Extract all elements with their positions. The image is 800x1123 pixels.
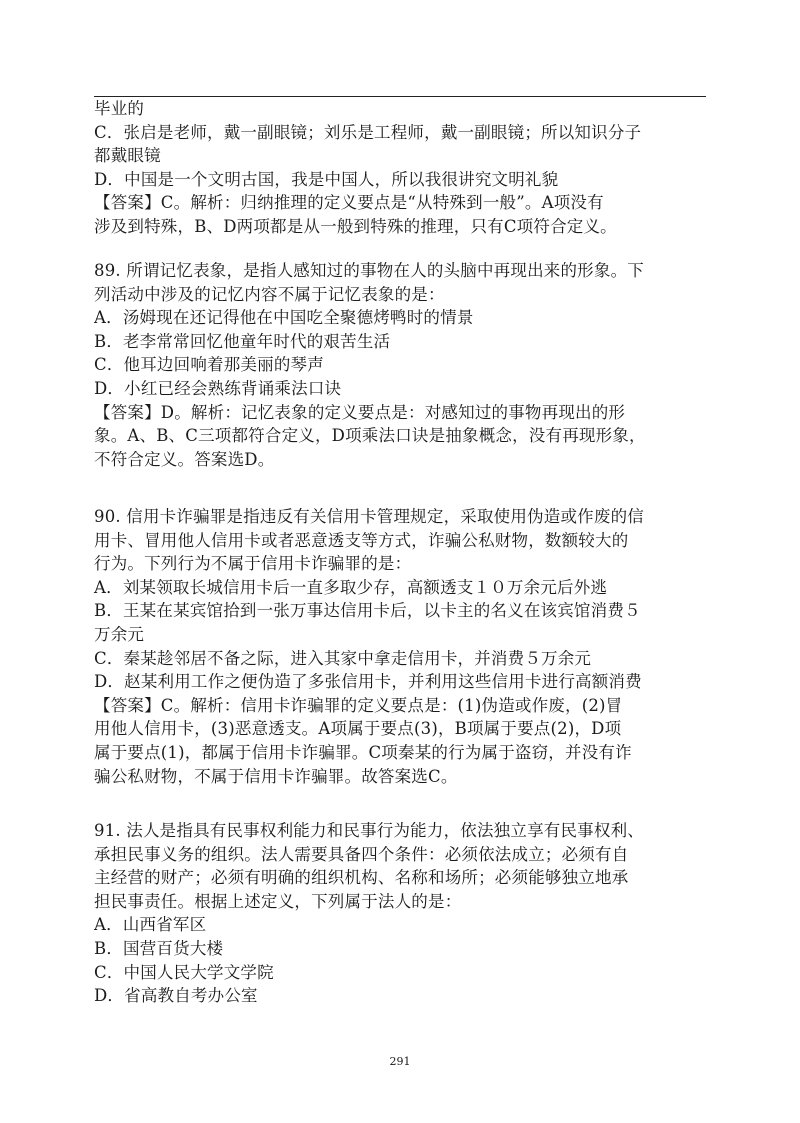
text-line: B．国营百货大楼 bbox=[94, 938, 224, 958]
text-line: 91. 法人是指具有民事权利能力和民事行为能力，依法独立享有民事权利、 bbox=[94, 821, 644, 840]
text-line: 89. 所谓记忆表象，是指人感知过的事物在人的头脑中再现出来的形象。下 bbox=[94, 261, 644, 280]
question-91 bbox=[94, 819, 710, 1008]
text-line: 毕业的 bbox=[94, 99, 145, 118]
question-89 bbox=[94, 259, 710, 471]
text-line: 90. 信用卡诈骗罪是指违反有关信用卡管理规定，采取使用伪造或作废的信 bbox=[94, 507, 644, 526]
text-line: 象。A、B、C三项都符合定义，D项乘法口诀是抽象概念，没有再现形象， bbox=[94, 426, 646, 446]
text-line: 列活动中涉及的记忆内容不属于记忆表象的是： bbox=[94, 284, 445, 304]
page-number: 291 bbox=[389, 1055, 411, 1068]
text-line: C．秦某趁邻居不备之际，进入其家中拿走信用卡，并消费５万余元 bbox=[94, 648, 592, 668]
text-line: B．王某在某宾馆拾到一张万事达信用卡后，以卡主的名义在该宾馆消费５ bbox=[94, 601, 641, 621]
text-line: 用他人信用卡，(3)恶意透支。A项属于要点(3)，B项属于要点(2)，D项 bbox=[94, 719, 622, 739]
text-line: C．张启是老师，戴一副眼镜；刘乐是工程师，戴一副眼镜；所以知识分子 bbox=[94, 122, 642, 142]
text-line: 用卡、冒用他人信用卡或者恶意透支等方式，诈骗公私财物，数额较大的 bbox=[94, 530, 629, 550]
previous-question-continuation bbox=[94, 97, 710, 239]
text-line: A．汤姆现在还记得他在中国吃全聚德烤鸭时的情景 bbox=[94, 308, 474, 328]
question-90 bbox=[94, 505, 710, 788]
text-line: D．小红已经会熟练背诵乘法口诀 bbox=[94, 378, 342, 398]
text-line: 担民事责任。根据上述定义，下列属于法人的是： bbox=[94, 891, 462, 911]
text-line: 涉及到特殊，B、D两项都是从一般到特殊的推理，只有C项符合定义。 bbox=[94, 216, 617, 236]
text-line: D．赵某利用工作之便伪造了多张信用卡，并利用这些信用卡进行高额消费 bbox=[94, 672, 642, 692]
text-line: 不符合定义。答案选D。 bbox=[94, 449, 275, 469]
text-line: 承担民事义务的组织。法人需要具备四个条件：必须依法成立；必须有自 bbox=[94, 844, 629, 864]
text-line: C．他耳边回响着那美丽的琴声 bbox=[94, 355, 324, 375]
text-line: 行为。下列行为不属于信用卡诈骗罪的是： bbox=[94, 554, 412, 574]
text-line: 【答案】C。解析：信用卡诈骗罪的定义要点是：(1)伪造或作废，(2)冒 bbox=[94, 695, 623, 715]
text-line: B．老李常常回忆他童年时代的艰苦生活 bbox=[94, 331, 391, 351]
text-line: D．省高教自考办公室 bbox=[94, 986, 258, 1006]
text-line: 属于要点(1)，都属于信用卡诈骗罪。C项秦某的行为属于盗窃，并没有诈 bbox=[94, 742, 632, 762]
text-line: A．山西省军区 bbox=[94, 915, 207, 935]
text-line: A．刘某领取长城信用卡后一直多取少存，高额透支１０万余元后外逃 bbox=[94, 577, 608, 597]
text-line: 万余元 bbox=[94, 624, 145, 644]
text-line: 都戴眼镜 bbox=[94, 146, 161, 166]
text-line: D．中国是一个文明古国，我是中国人，所以我很讲究文明礼貌 bbox=[94, 169, 559, 189]
text-line: C．中国人民大学文学院 bbox=[94, 962, 274, 982]
text-line: 【答案】C。解析：归纳推理的定义要点是“从特殊到一般”。A项没有 bbox=[94, 193, 604, 213]
text-line: 【答案】D。解析：记忆表象的定义要点是：对感知过的事物再现出的形 bbox=[94, 402, 626, 422]
text-line: 骗公私财物，不属于信用卡诈骗罪。故答案选C。 bbox=[94, 766, 458, 786]
text-line: 主经营的财产；必须有明确的组织机构、名称和场所；必须能够独立地承 bbox=[94, 868, 629, 888]
